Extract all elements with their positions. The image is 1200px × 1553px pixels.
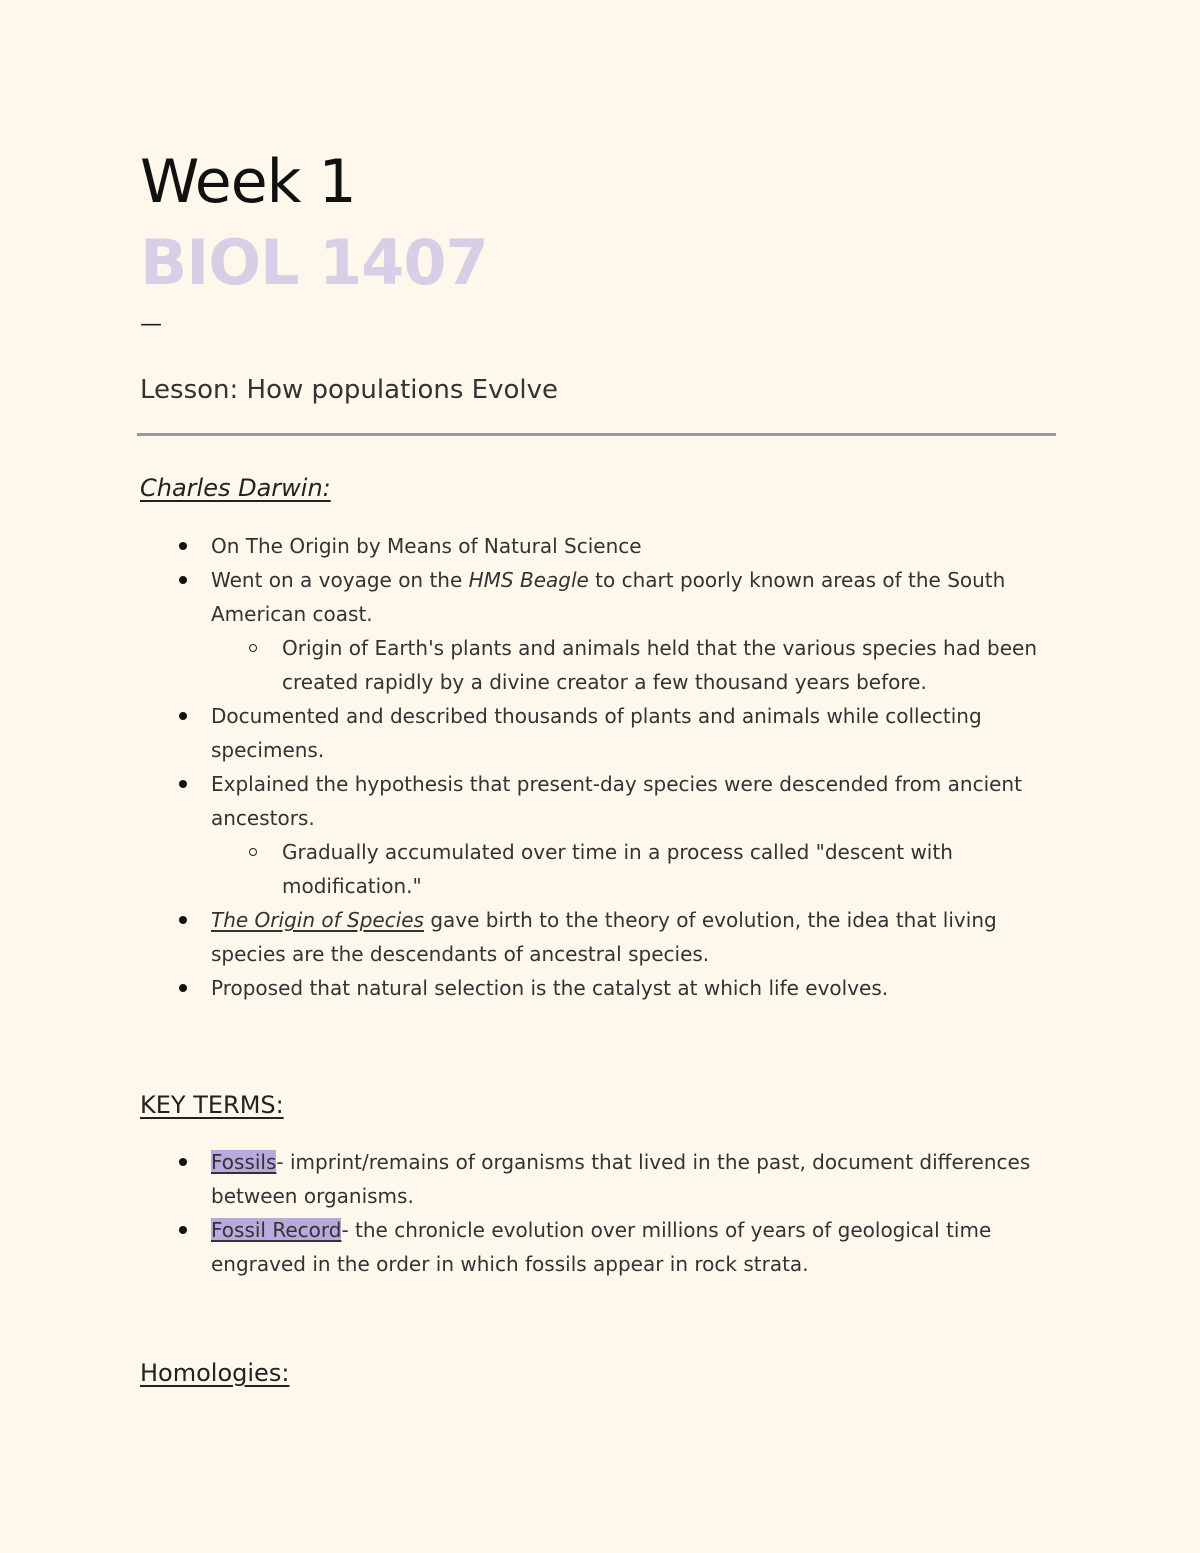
sub-list xyxy=(211,835,1045,903)
book-title: The Origin of Species xyxy=(211,908,424,932)
list-item-text: Went on a voyage on the xyxy=(211,568,469,592)
page-title: Week 1 xyxy=(140,147,356,217)
list-item xyxy=(140,1145,1045,1213)
list-item xyxy=(140,563,1045,699)
term-fossil-record: Fossil Record xyxy=(211,1218,342,1242)
list-item xyxy=(140,1213,1045,1281)
horizontal-rule xyxy=(137,433,1056,436)
sub-list xyxy=(211,631,1045,699)
course-code: BIOL 1407 xyxy=(140,226,488,299)
term-definition: - the chronicle evolution over millions of years of geological time engraved in the order in which fossils appear in rock strata. xyxy=(211,1218,992,1276)
section-heading-key-terms: KEY TERMS: xyxy=(140,1091,284,1119)
key-terms-list xyxy=(140,1145,1045,1281)
term-fossils: Fossils xyxy=(211,1150,277,1174)
sub-list-item xyxy=(211,835,1045,903)
list-item xyxy=(140,529,1045,563)
darwin-bullet-list xyxy=(140,529,1045,1005)
list-item xyxy=(140,903,1045,971)
sub-list-item-text: Origin of Earth's plants and animals held that the various species had been created rapidly by a divine creator a few thousand years before. xyxy=(282,636,1038,694)
list-item-text: to chart poorly known areas of the South American coast. xyxy=(211,568,1006,626)
sub-list-item xyxy=(211,631,1045,699)
list-item xyxy=(140,767,1045,903)
lesson-title: Lesson: How populations Evolve xyxy=(140,375,559,405)
list-item-text: gave birth to the theory of evolution, the idea that living species are the descendants of ancestral species. xyxy=(211,908,997,966)
ship-name: HMS Beagle xyxy=(468,568,589,592)
dash-separator: — xyxy=(140,312,162,337)
section-heading-charles-darwin: Charles Darwin: xyxy=(140,474,331,502)
sub-list-item-text: Gradually accumulated over time in a process called "descent with modification." xyxy=(282,840,953,898)
list-item xyxy=(140,971,1045,1005)
list-item xyxy=(140,699,1045,767)
list-item-text: Documented and described thousands of plants and animals while collecting specimens. xyxy=(211,704,982,762)
term-definition: - imprint/remains of organisms that lived in the past, document differences between organisms. xyxy=(211,1150,1031,1208)
list-item-text: Explained the hypothesis that present-day species were descended from ancient ancestors. xyxy=(211,772,1022,830)
list-item-text: On The Origin by Means of Natural Science xyxy=(211,534,642,558)
list-item-text: Proposed that natural selection is the catalyst at which life evolves. xyxy=(211,976,889,1000)
section-heading-homologies: Homologies: xyxy=(140,1359,290,1387)
